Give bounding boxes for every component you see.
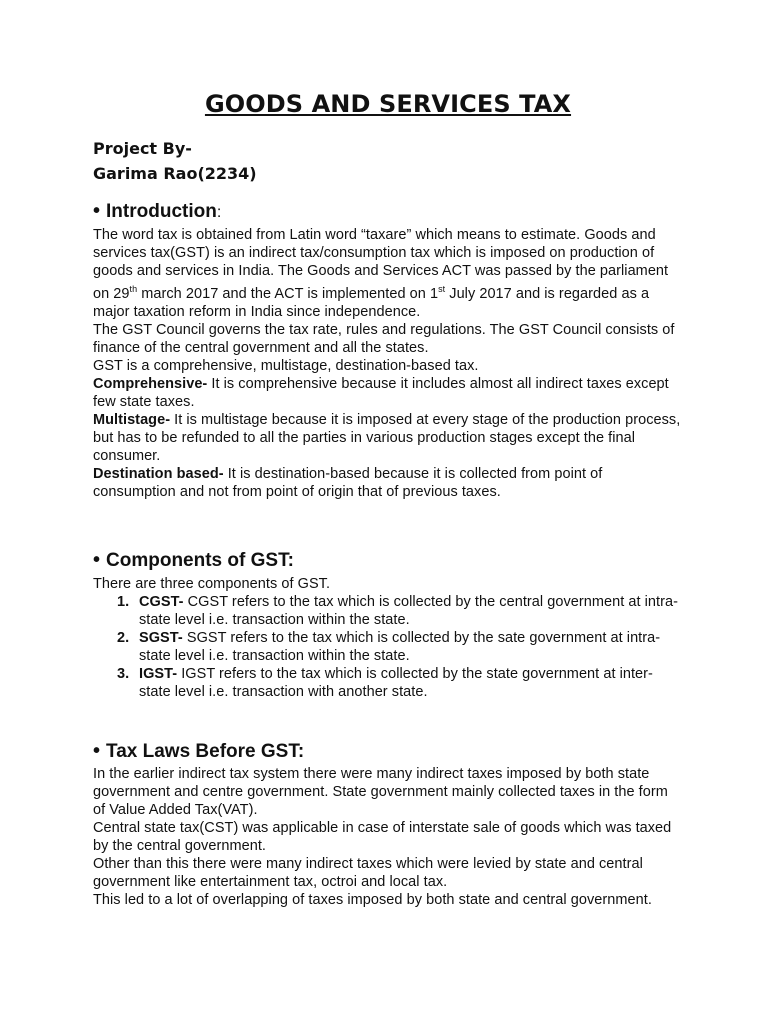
document-title: GOODS AND SERVICES TAX — [204, 90, 572, 118]
intro-paragraph-3: GST is a comprehensive, multistage, destination-based tax. — [93, 357, 479, 374]
list-number: 1. — [117, 594, 130, 610]
component-label: CGST- — [139, 594, 184, 610]
tax-laws-body — [93, 765, 683, 909]
introduction-heading-colon: : — [216, 204, 222, 221]
components-list — [93, 593, 683, 701]
tax-laws-heading-text: Tax Laws Before GST: — [106, 741, 305, 762]
destination-text: It is destination-based because it is collected from point of consumption and not from point of origin that of previous taxes. — [93, 465, 603, 500]
components-heading — [93, 549, 294, 572]
introduction-heading — [93, 200, 221, 223]
author-name: Garima Rao(2234) — [93, 164, 257, 183]
intro-text-b: march 2017 and the ACT is implemented on 1 — [137, 285, 439, 302]
comprehensive-paragraph — [93, 375, 683, 411]
intro-paragraph-2: The GST Council governs the tax rate, rules and regulations. The GST Council consists of finance of the central government and all the states. — [93, 321, 675, 356]
list-number: 3. — [117, 666, 130, 682]
component-text: SGST refers to the tax which is collected by the sate government at intra-state level i.e. transaction within the state. — [139, 630, 661, 664]
comprehensive-text: It is comprehensive because it includes almost all indirect taxes except few state taxes. — [93, 375, 669, 410]
introduction-heading-text: Introduction — [106, 201, 217, 222]
tax-laws-paragraph-4: This led to a lot of overlapping of taxes imposed by both state and central government. — [93, 892, 652, 908]
tax-laws-heading — [93, 740, 304, 763]
intro-paragraph-1 — [93, 226, 683, 321]
bullet-icon: • — [93, 549, 101, 571]
intro-text-c: July 2017 and is regarded as a major taxation reform in India since independence. — [93, 285, 650, 320]
component-label: SGST- — [139, 630, 183, 646]
list-number: 2. — [117, 630, 130, 646]
list-item — [93, 593, 683, 629]
multistage-paragraph — [93, 411, 683, 465]
tax-laws-paragraph-1: In the earlier indirect tax system there were many indirect taxes imposed by both state government and centre government. State government mainly collected taxes in the form of Value Added Tax(VAT). — [93, 766, 668, 818]
bullet-icon: • — [93, 200, 101, 222]
destination-paragraph — [93, 465, 683, 501]
intro-sup-st: st — [438, 284, 446, 294]
tax-laws-paragraph-3: Other than this there were many indirect taxes which were levied by state and central government like entertainment tax, octroi and local tax. — [93, 856, 643, 890]
destination-label: Destination based- — [93, 465, 224, 482]
bullet-icon: • — [93, 740, 101, 762]
tax-laws-paragraph-2: Central state tax(CST) was applicable in case of interstate sale of goods which was taxed by the central government. — [93, 820, 672, 854]
component-text: IGST refers to the tax which is collected by the state government at inter-state level i.e. transaction with another state. — [139, 666, 653, 700]
project-by-label: Project By- — [93, 139, 192, 158]
intro-text-a: The word tax is obtained from Latin word “taxare” which means to estimate. Goods and services tax(GST) is an indirect tax/consumption tax which is imposed on production of goods and services in India. The Goods and Services ACT was passed by the parliament on 29 — [93, 227, 669, 302]
components-body — [93, 575, 683, 701]
list-item — [93, 629, 683, 665]
component-text: CGST refers to the tax which is collected by the central government at intra-state level i.e. transaction within the state. — [139, 594, 678, 628]
intro-sup-th: th — [129, 284, 138, 294]
multistage-label: Multistage- — [93, 411, 171, 428]
components-heading-text: Components of GST: — [106, 550, 294, 571]
multistage-text: It is multistage because it is imposed at every stage of the production process, but has to be refunded to all the parties in various production stages except the final consumer. — [93, 411, 681, 464]
list-item — [93, 665, 683, 701]
components-intro: There are three components of GST. — [93, 576, 331, 592]
introduction-body — [93, 226, 683, 501]
comprehensive-label: Comprehensive- — [93, 375, 208, 392]
component-label: IGST- — [139, 666, 178, 682]
